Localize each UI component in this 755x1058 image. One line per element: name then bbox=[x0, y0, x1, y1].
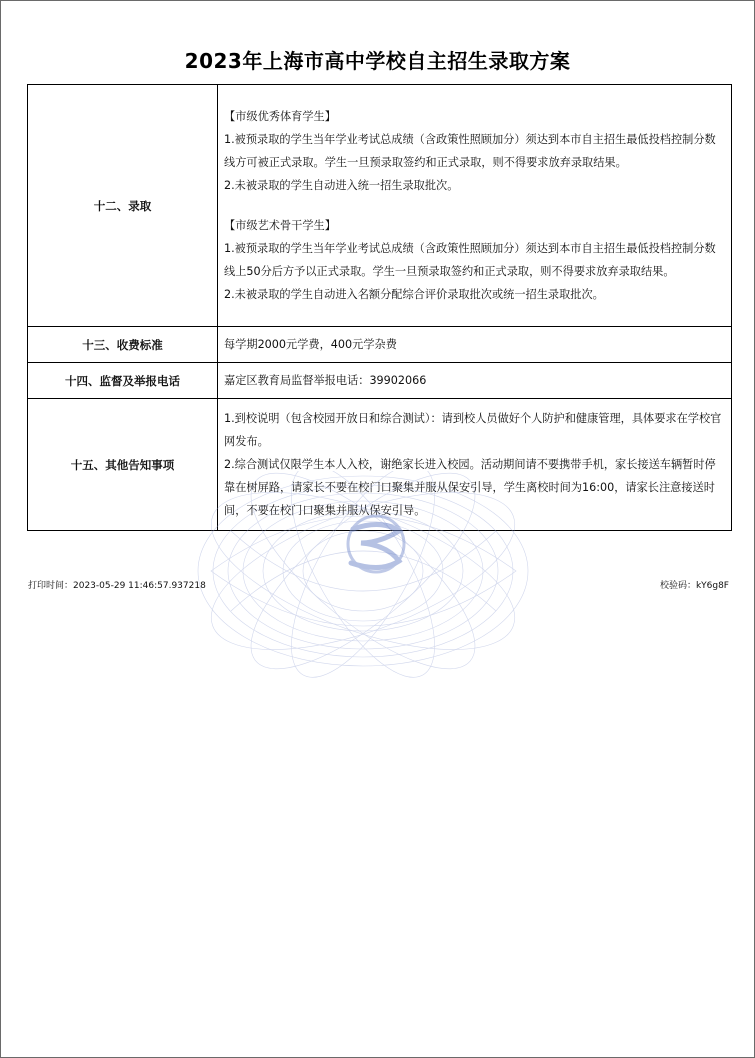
section-content: 每学期2000元学费，400元学杂费 bbox=[218, 327, 732, 363]
block-line: 2.未被录取的学生自动进入统一招生录取批次。 bbox=[224, 179, 459, 192]
print-time: 打印时间：2023-05-29 11:46:57.937218 bbox=[28, 581, 206, 591]
section-label: 十四、监督及举报电话 bbox=[28, 363, 218, 399]
block-line: 1.到校说明（包含校园开放日和综合测试）：请到校人员做好个人防护和健康管理，具体要求在学校官网发布。 bbox=[224, 412, 722, 448]
section-label: 十二、录取 bbox=[28, 85, 218, 327]
page-title: 2023年上海市高中学校自主招生录取方案 bbox=[184, 49, 571, 73]
section-content bbox=[218, 399, 732, 531]
block-heading: 【市级优秀体育学生】 bbox=[224, 110, 336, 123]
table-row bbox=[28, 363, 732, 399]
section-content bbox=[218, 85, 732, 327]
section-content: 嘉定区教育局监督举报电话：39902066 bbox=[218, 363, 732, 399]
block-line: 2.综合测试仅限学生本人入校，谢绝家长进入校园。活动期间请不要携带手机，家长接送车辆暂时停靠在树屏路，请家长不要在校门口聚集并服从保安引导，学生离校时间为16:00，请家长注意接送时间，不要在校门口聚集并服从保安引导。 bbox=[224, 458, 716, 517]
table-row bbox=[28, 399, 732, 531]
table-row bbox=[28, 85, 732, 327]
section-label: 十五、其他告知事项 bbox=[28, 399, 218, 531]
verify-code: 校验码：kY6g8F bbox=[659, 581, 729, 591]
table-row bbox=[28, 327, 732, 363]
admission-plan-table bbox=[27, 84, 732, 531]
block-heading: 【市级艺术骨干学生】 bbox=[224, 219, 336, 232]
block-line: 1.被预录取的学生当年学业考试总成绩（含政策性照顾加分）须达到本市自主招生最低投档控制分数线方可被正式录取。学生一旦预录取签约和正式录取，则不得要求放弃录取结果。 bbox=[224, 133, 716, 169]
block-line: 2.未被录取的学生自动进入名额分配综合评价录取批次或统一招生录取批次。 bbox=[224, 288, 604, 301]
section-label: 十三、收费标准 bbox=[28, 327, 218, 363]
block-spacer bbox=[224, 197, 725, 214]
block-line: 1.被预录取的学生当年学业考试总成绩（含政策性照顾加分）须达到本市自主招生最低投档控制分数线上50分后方予以正式录取。学生一旦预录取签约和正式录取，则不得要求放弃录取结果。 bbox=[224, 242, 716, 278]
